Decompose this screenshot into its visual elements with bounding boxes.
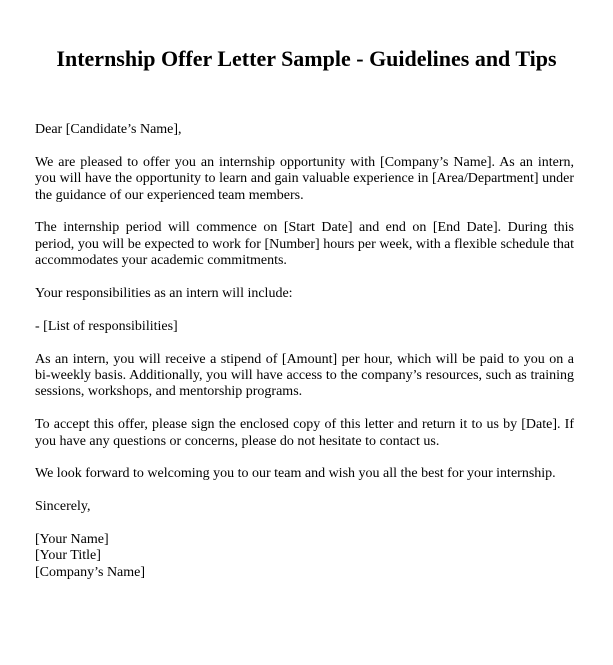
paragraph-responsibilities-heading: Your responsibilities as an intern will include: <box>35 286 293 302</box>
page-title: Internship Offer Letter Sample - Guidelines and Tips <box>56 46 557 71</box>
closing: Sincerely, <box>35 499 91 515</box>
paragraph-closing-remark: We look forward to welcoming you to our team and wish you all the best for your internship. <box>35 466 556 482</box>
signature-title: [Your Title] <box>35 548 101 564</box>
paragraph-responsibilities-list: - [List of responsibilities] <box>35 318 178 334</box>
paragraph-period: The internship period will commence on [Start Date] and end on [End Date]. During this period, you will be expected to work for [Number] hours per week, with a flexible schedule that accommodates your academic commitments. <box>35 220 574 269</box>
letter-body <box>35 122 574 581</box>
signature-name: [Your Name] <box>35 532 109 548</box>
paragraph-acceptance: To accept this offer, please sign the enclosed copy of this letter and return it to us by [Date]. If you have any questions or concerns, please do not hesitate to contact us. <box>35 417 574 449</box>
salutation: Dear [Candidate’s Name], <box>35 122 182 137</box>
signature-company: [Company’s Name] <box>35 564 146 580</box>
paragraph-stipend: As an intern, you will receive a stipend of [Amount] per hour, which will be paid to you on a bi-weekly basis. Additionally, you will have access to the company’s resources, such as training sessions, workshops, and mentorship programs. <box>35 351 574 400</box>
paragraph-intro: We are pleased to offer you an internship opportunity with [Company’s Name]. As an intern, you will have the opportunity to learn and gain valuable experience in [Area/Department] under the guidance of our experienced team members. <box>35 154 574 203</box>
signature-block <box>35 532 574 581</box>
